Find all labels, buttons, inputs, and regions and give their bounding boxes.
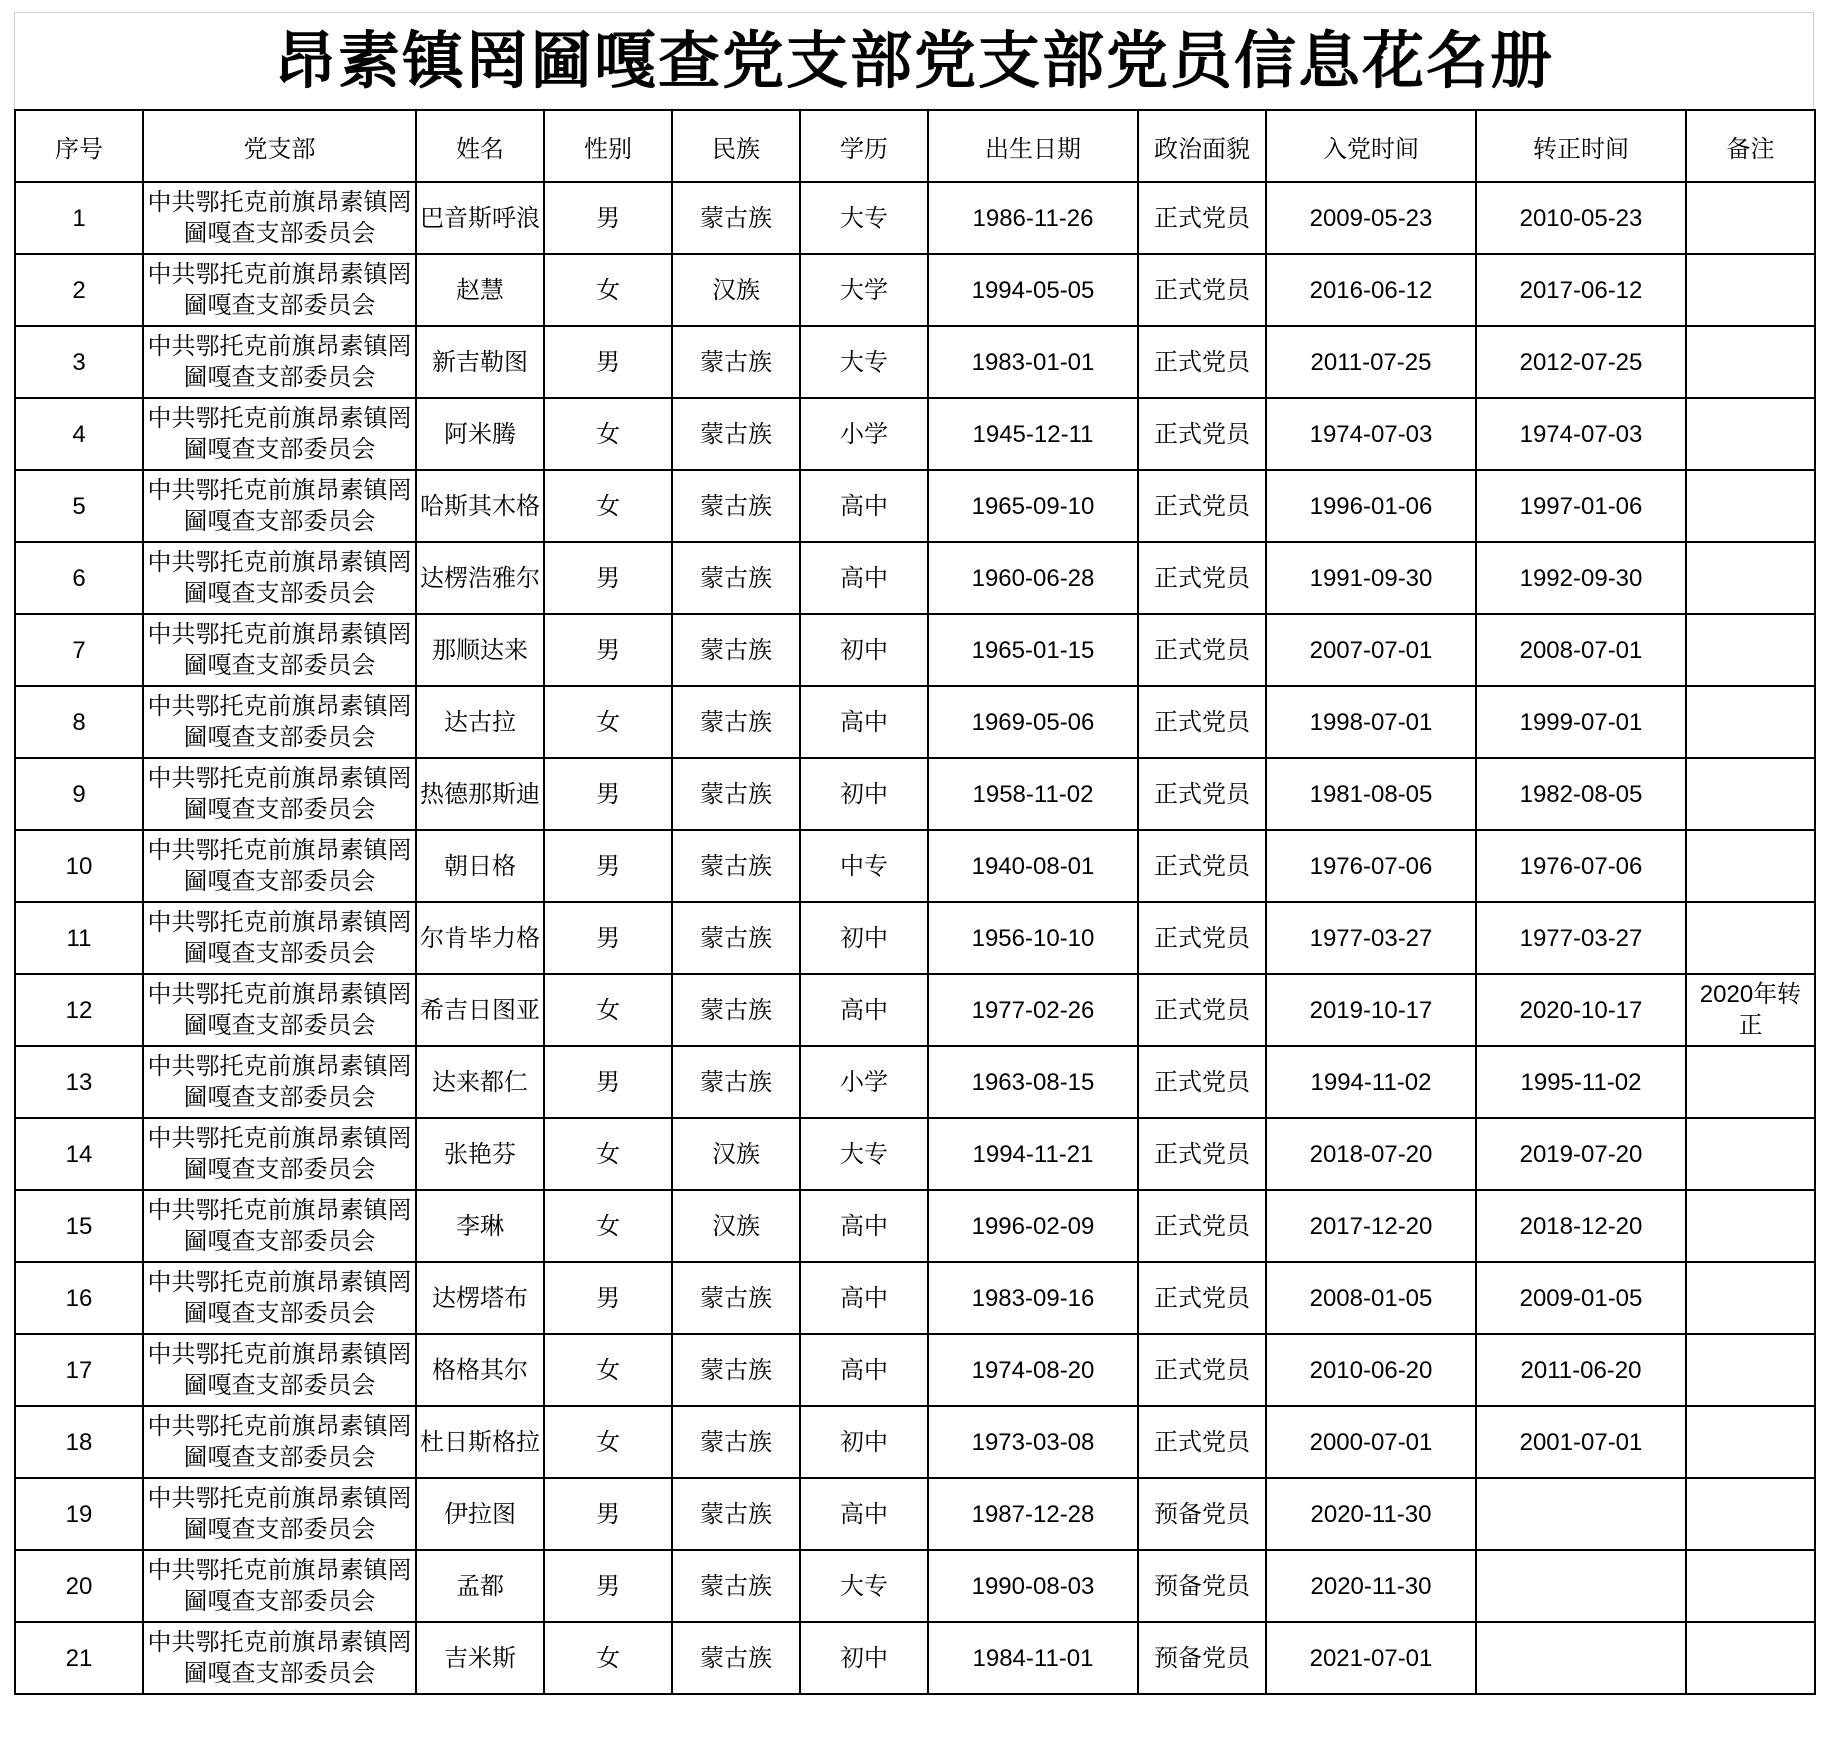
- cell-gender: 男: [544, 542, 672, 614]
- cell-ethnicity: 蒙古族: [672, 1334, 800, 1406]
- cell-name: 达楞塔布: [416, 1262, 544, 1334]
- cell-note: [1686, 1190, 1815, 1262]
- cell-note: [1686, 1334, 1815, 1406]
- cell-note: [1686, 1478, 1815, 1550]
- header-cell-ethnicity: 民族: [672, 110, 800, 182]
- cell-gender: 男: [544, 1478, 672, 1550]
- cell-no: 8: [15, 686, 143, 758]
- cell-ethnicity: 蒙古族: [672, 1406, 800, 1478]
- cell-ethnicity: 蒙古族: [672, 470, 800, 542]
- cell-join-date: 2011-07-25: [1266, 326, 1476, 398]
- cell-join-date: 2018-07-20: [1266, 1118, 1476, 1190]
- cell-branch: 中共鄂托克前旗昂素镇罔圙嘎查支部委员会: [143, 326, 416, 398]
- cell-no: 15: [15, 1190, 143, 1262]
- cell-education: 高中: [800, 974, 928, 1046]
- cell-education: 初中: [800, 902, 928, 974]
- cell-confirm-date: 2010-05-23: [1476, 182, 1686, 254]
- cell-ethnicity: 蒙古族: [672, 1478, 800, 1550]
- cell-confirm-date: 1976-07-06: [1476, 830, 1686, 902]
- cell-political-status: 正式党员: [1138, 1118, 1266, 1190]
- cell-confirm-date: 2020-10-17: [1476, 974, 1686, 1046]
- cell-note: [1686, 182, 1815, 254]
- table-row: [15, 686, 1815, 758]
- cell-confirm-date: 1982-08-05: [1476, 758, 1686, 830]
- cell-education: 高中: [800, 686, 928, 758]
- cell-ethnicity: 蒙古族: [672, 1550, 800, 1622]
- cell-no: 16: [15, 1262, 143, 1334]
- cell-gender: 女: [544, 974, 672, 1046]
- cell-ethnicity: 蒙古族: [672, 542, 800, 614]
- header-cell-no: 序号: [15, 110, 143, 182]
- cell-name: 格格其尔: [416, 1334, 544, 1406]
- cell-confirm-date: 1995-11-02: [1476, 1046, 1686, 1118]
- cell-note: [1686, 470, 1815, 542]
- cell-political-status: 正式党员: [1138, 686, 1266, 758]
- cell-note: [1686, 542, 1815, 614]
- cell-birth-date: 1956-10-10: [928, 902, 1138, 974]
- cell-education: 高中: [800, 1262, 928, 1334]
- cell-birth-date: 1986-11-26: [928, 182, 1138, 254]
- cell-gender: 女: [544, 1622, 672, 1694]
- table-row: [15, 902, 1815, 974]
- cell-note: [1686, 254, 1815, 326]
- cell-join-date: 2019-10-17: [1266, 974, 1476, 1046]
- cell-branch: 中共鄂托克前旗昂素镇罔圙嘎查支部委员会: [143, 1334, 416, 1406]
- cell-branch: 中共鄂托克前旗昂素镇罔圙嘎查支部委员会: [143, 1478, 416, 1550]
- cell-gender: 男: [544, 902, 672, 974]
- cell-education: 初中: [800, 1622, 928, 1694]
- cell-branch: 中共鄂托克前旗昂素镇罔圙嘎查支部委员会: [143, 470, 416, 542]
- cell-ethnicity: 汉族: [672, 1118, 800, 1190]
- cell-birth-date: 1945-12-11: [928, 398, 1138, 470]
- cell-join-date: 2008-01-05: [1266, 1262, 1476, 1334]
- cell-gender: 女: [544, 254, 672, 326]
- cell-no: 11: [15, 902, 143, 974]
- cell-birth-date: 1965-09-10: [928, 470, 1138, 542]
- cell-note: [1686, 1622, 1815, 1694]
- cell-political-status: 正式党员: [1138, 542, 1266, 614]
- cell-confirm-date: 2012-07-25: [1476, 326, 1686, 398]
- cell-education: 大专: [800, 326, 928, 398]
- cell-education: 小学: [800, 1046, 928, 1118]
- cell-education: 高中: [800, 1334, 928, 1406]
- cell-gender: 女: [544, 1334, 672, 1406]
- cell-political-status: 预备党员: [1138, 1550, 1266, 1622]
- cell-ethnicity: 汉族: [672, 1190, 800, 1262]
- cell-confirm-date: [1476, 1478, 1686, 1550]
- cell-branch: 中共鄂托克前旗昂素镇罔圙嘎查支部委员会: [143, 830, 416, 902]
- cell-no: 1: [15, 182, 143, 254]
- table-row: [15, 254, 1815, 326]
- table-row: [15, 614, 1815, 686]
- cell-no: 13: [15, 1046, 143, 1118]
- cell-no: 18: [15, 1406, 143, 1478]
- cell-education: 大专: [800, 1118, 928, 1190]
- cell-name: 希吉日图亚: [416, 974, 544, 1046]
- cell-confirm-date: 2018-12-20: [1476, 1190, 1686, 1262]
- cell-name: 吉米斯: [416, 1622, 544, 1694]
- cell-note: 2020年转正: [1686, 974, 1815, 1046]
- header-cell-status: 政治面貌: [1138, 110, 1266, 182]
- cell-political-status: 正式党员: [1138, 182, 1266, 254]
- cell-branch: 中共鄂托克前旗昂素镇罔圙嘎查支部委员会: [143, 182, 416, 254]
- cell-join-date: 1998-07-01: [1266, 686, 1476, 758]
- cell-name: 热德那斯迪: [416, 758, 544, 830]
- cell-confirm-date: 1977-03-27: [1476, 902, 1686, 974]
- cell-join-date: 1981-08-05: [1266, 758, 1476, 830]
- cell-name: 李琳: [416, 1190, 544, 1262]
- header-cell-gender: 性别: [544, 110, 672, 182]
- cell-education: 高中: [800, 470, 928, 542]
- cell-gender: 女: [544, 398, 672, 470]
- cell-branch: 中共鄂托克前旗昂素镇罔圙嘎查支部委员会: [143, 686, 416, 758]
- cell-birth-date: 1973-03-08: [928, 1406, 1138, 1478]
- cell-political-status: 预备党员: [1138, 1478, 1266, 1550]
- cell-join-date: 2021-07-01: [1266, 1622, 1476, 1694]
- cell-birth-date: 1974-08-20: [928, 1334, 1138, 1406]
- cell-confirm-date: 2001-07-01: [1476, 1406, 1686, 1478]
- cell-branch: 中共鄂托克前旗昂素镇罔圙嘎查支部委员会: [143, 1550, 416, 1622]
- roster-body: [15, 182, 1815, 1694]
- cell-gender: 男: [544, 1550, 672, 1622]
- cell-gender: 女: [544, 470, 672, 542]
- cell-note: [1686, 398, 1815, 470]
- cell-ethnicity: 蒙古族: [672, 830, 800, 902]
- cell-gender: 女: [544, 1190, 672, 1262]
- cell-name: 新吉勒图: [416, 326, 544, 398]
- cell-ethnicity: 蒙古族: [672, 182, 800, 254]
- cell-name: 朝日格: [416, 830, 544, 902]
- cell-branch: 中共鄂托克前旗昂素镇罔圙嘎查支部委员会: [143, 1622, 416, 1694]
- table-row: [15, 1262, 1815, 1334]
- cell-birth-date: 1996-02-09: [928, 1190, 1138, 1262]
- cell-birth-date: 1987-12-28: [928, 1478, 1138, 1550]
- cell-gender: 男: [544, 326, 672, 398]
- cell-join-date: 2009-05-23: [1266, 182, 1476, 254]
- cell-education: 高中: [800, 1190, 928, 1262]
- cell-political-status: 正式党员: [1138, 326, 1266, 398]
- cell-gender: 女: [544, 1406, 672, 1478]
- cell-confirm-date: 2019-07-20: [1476, 1118, 1686, 1190]
- cell-ethnicity: 蒙古族: [672, 398, 800, 470]
- cell-education: 大学: [800, 254, 928, 326]
- header-cell-branch: 党支部: [143, 110, 416, 182]
- header-cell-confirmed: 转正时间: [1476, 110, 1686, 182]
- cell-political-status: 正式党员: [1138, 974, 1266, 1046]
- cell-branch: 中共鄂托克前旗昂素镇罔圙嘎查支部委员会: [143, 1262, 416, 1334]
- cell-confirm-date: 1999-07-01: [1476, 686, 1686, 758]
- cell-confirm-date: 2017-06-12: [1476, 254, 1686, 326]
- cell-education: 高中: [800, 1478, 928, 1550]
- cell-political-status: 正式党员: [1138, 902, 1266, 974]
- cell-confirm-date: [1476, 1550, 1686, 1622]
- cell-gender: 男: [544, 830, 672, 902]
- cell-birth-date: 1969-05-06: [928, 686, 1138, 758]
- cell-gender: 男: [544, 1262, 672, 1334]
- cell-join-date: 2020-11-30: [1266, 1478, 1476, 1550]
- cell-no: 20: [15, 1550, 143, 1622]
- table-row: [15, 1406, 1815, 1478]
- table-row: [15, 182, 1815, 254]
- cell-no: 21: [15, 1622, 143, 1694]
- cell-note: [1686, 326, 1815, 398]
- cell-ethnicity: 蒙古族: [672, 1262, 800, 1334]
- table-row: [15, 398, 1815, 470]
- cell-gender: 男: [544, 614, 672, 686]
- cell-note: [1686, 830, 1815, 902]
- member-roster-table: [14, 109, 1816, 1695]
- cell-education: 高中: [800, 542, 928, 614]
- cell-name: 哈斯其木格: [416, 470, 544, 542]
- cell-birth-date: 1940-08-01: [928, 830, 1138, 902]
- cell-join-date: 1994-11-02: [1266, 1046, 1476, 1118]
- cell-birth-date: 1963-08-15: [928, 1046, 1138, 1118]
- cell-confirm-date: 2009-01-05: [1476, 1262, 1686, 1334]
- cell-no: 3: [15, 326, 143, 398]
- cell-note: [1686, 902, 1815, 974]
- header-cell-name: 姓名: [416, 110, 544, 182]
- cell-birth-date: 1984-11-01: [928, 1622, 1138, 1694]
- roster-sheet: [14, 12, 1814, 1695]
- cell-name: 阿米腾: [416, 398, 544, 470]
- cell-political-status: 正式党员: [1138, 398, 1266, 470]
- header-cell-note: 备注: [1686, 110, 1815, 182]
- cell-birth-date: 1960-06-28: [928, 542, 1138, 614]
- cell-education: 初中: [800, 1406, 928, 1478]
- cell-gender: 女: [544, 686, 672, 758]
- table-row: [15, 542, 1815, 614]
- cell-ethnicity: 蒙古族: [672, 1622, 800, 1694]
- cell-education: 中专: [800, 830, 928, 902]
- cell-gender: 男: [544, 758, 672, 830]
- cell-ethnicity: 蒙古族: [672, 326, 800, 398]
- cell-no: 14: [15, 1118, 143, 1190]
- cell-political-status: 正式党员: [1138, 1046, 1266, 1118]
- cell-confirm-date: 1974-07-03: [1476, 398, 1686, 470]
- cell-no: 19: [15, 1478, 143, 1550]
- cell-confirm-date: 1992-09-30: [1476, 542, 1686, 614]
- page-title: 昂素镇罔圙嘎查党支部党支部党员信息花名册: [273, 24, 1554, 97]
- table-row: [15, 1550, 1815, 1622]
- cell-birth-date: 1958-11-02: [928, 758, 1138, 830]
- cell-note: [1686, 686, 1815, 758]
- table-row: [15, 974, 1815, 1046]
- cell-birth-date: 1977-02-26: [928, 974, 1138, 1046]
- cell-join-date: 2017-12-20: [1266, 1190, 1476, 1262]
- cell-political-status: 正式党员: [1138, 470, 1266, 542]
- cell-education: 大专: [800, 182, 928, 254]
- cell-name: 赵慧: [416, 254, 544, 326]
- cell-join-date: 1991-09-30: [1266, 542, 1476, 614]
- header-row: [15, 110, 1815, 182]
- cell-birth-date: 1965-01-15: [928, 614, 1138, 686]
- cell-no: 2: [15, 254, 143, 326]
- cell-name: 张艳芬: [416, 1118, 544, 1190]
- cell-join-date: 2016-06-12: [1266, 254, 1476, 326]
- cell-political-status: 正式党员: [1138, 1406, 1266, 1478]
- cell-education: 初中: [800, 758, 928, 830]
- cell-confirm-date: 2011-06-20: [1476, 1334, 1686, 1406]
- cell-gender: 女: [544, 1118, 672, 1190]
- cell-join-date: 1974-07-03: [1266, 398, 1476, 470]
- cell-join-date: 1977-03-27: [1266, 902, 1476, 974]
- cell-political-status: 正式党员: [1138, 1334, 1266, 1406]
- cell-political-status: 预备党员: [1138, 1622, 1266, 1694]
- cell-join-date: 2010-06-20: [1266, 1334, 1476, 1406]
- cell-branch: 中共鄂托克前旗昂素镇罔圙嘎查支部委员会: [143, 254, 416, 326]
- cell-name: 那顺达来: [416, 614, 544, 686]
- cell-no: 5: [15, 470, 143, 542]
- cell-confirm-date: 2008-07-01: [1476, 614, 1686, 686]
- cell-branch: 中共鄂托克前旗昂素镇罔圙嘎查支部委员会: [143, 974, 416, 1046]
- table-row: [15, 1046, 1815, 1118]
- cell-name: 尔肯毕力格: [416, 902, 544, 974]
- cell-political-status: 正式党员: [1138, 614, 1266, 686]
- header-cell-education: 学历: [800, 110, 928, 182]
- cell-gender: 男: [544, 182, 672, 254]
- cell-ethnicity: 蒙古族: [672, 758, 800, 830]
- cell-education: 初中: [800, 614, 928, 686]
- cell-name: 杜日斯格拉: [416, 1406, 544, 1478]
- cell-note: [1686, 1550, 1815, 1622]
- cell-branch: 中共鄂托克前旗昂素镇罔圙嘎查支部委员会: [143, 1046, 416, 1118]
- cell-branch: 中共鄂托克前旗昂素镇罔圙嘎查支部委员会: [143, 902, 416, 974]
- cell-gender: 男: [544, 1046, 672, 1118]
- cell-education: 大专: [800, 1550, 928, 1622]
- table-row: [15, 1190, 1815, 1262]
- cell-branch: 中共鄂托克前旗昂素镇罔圙嘎查支部委员会: [143, 398, 416, 470]
- header-cell-birth: 出生日期: [928, 110, 1138, 182]
- cell-branch: 中共鄂托克前旗昂素镇罔圙嘎查支部委员会: [143, 1190, 416, 1262]
- cell-join-date: 2007-07-01: [1266, 614, 1476, 686]
- table-row: [15, 1478, 1815, 1550]
- cell-no: 9: [15, 758, 143, 830]
- cell-join-date: 1996-01-06: [1266, 470, 1476, 542]
- cell-name: 巴音斯呼浪: [416, 182, 544, 254]
- cell-join-date: 2000-07-01: [1266, 1406, 1476, 1478]
- cell-branch: 中共鄂托克前旗昂素镇罔圙嘎查支部委员会: [143, 614, 416, 686]
- cell-birth-date: 1994-11-21: [928, 1118, 1138, 1190]
- cell-political-status: 正式党员: [1138, 254, 1266, 326]
- cell-birth-date: 1994-05-05: [928, 254, 1138, 326]
- cell-no: 17: [15, 1334, 143, 1406]
- table-row: [15, 1622, 1815, 1694]
- cell-note: [1686, 1046, 1815, 1118]
- cell-note: [1686, 614, 1815, 686]
- cell-birth-date: 1983-09-16: [928, 1262, 1138, 1334]
- cell-political-status: 正式党员: [1138, 830, 1266, 902]
- cell-education: 小学: [800, 398, 928, 470]
- cell-ethnicity: 蒙古族: [672, 902, 800, 974]
- cell-name: 达楞浩雅尔: [416, 542, 544, 614]
- header-cell-joined: 入党时间: [1266, 110, 1476, 182]
- cell-join-date: 1976-07-06: [1266, 830, 1476, 902]
- cell-no: 4: [15, 398, 143, 470]
- table-row: [15, 326, 1815, 398]
- cell-ethnicity: 汉族: [672, 254, 800, 326]
- cell-branch: 中共鄂托克前旗昂素镇罔圙嘎查支部委员会: [143, 758, 416, 830]
- table-row: [15, 758, 1815, 830]
- cell-branch: 中共鄂托克前旗昂素镇罔圙嘎查支部委员会: [143, 542, 416, 614]
- table-row: [15, 1334, 1815, 1406]
- cell-ethnicity: 蒙古族: [672, 614, 800, 686]
- cell-note: [1686, 1118, 1815, 1190]
- table-row: [15, 1118, 1815, 1190]
- table-row: [15, 470, 1815, 542]
- cell-name: 达古拉: [416, 686, 544, 758]
- cell-note: [1686, 1262, 1815, 1334]
- cell-name: 达来都仁: [416, 1046, 544, 1118]
- cell-birth-date: 1990-08-03: [928, 1550, 1138, 1622]
- cell-ethnicity: 蒙古族: [672, 686, 800, 758]
- cell-ethnicity: 蒙古族: [672, 1046, 800, 1118]
- cell-name: 伊拉图: [416, 1478, 544, 1550]
- cell-join-date: 2020-11-30: [1266, 1550, 1476, 1622]
- cell-name: 孟都: [416, 1550, 544, 1622]
- cell-branch: 中共鄂托克前旗昂素镇罔圙嘎查支部委员会: [143, 1118, 416, 1190]
- cell-branch: 中共鄂托克前旗昂素镇罔圙嘎查支部委员会: [143, 1406, 416, 1478]
- cell-birth-date: 1983-01-01: [928, 326, 1138, 398]
- cell-no: 10: [15, 830, 143, 902]
- cell-note: [1686, 1406, 1815, 1478]
- cell-political-status: 正式党员: [1138, 1262, 1266, 1334]
- cell-confirm-date: [1476, 1622, 1686, 1694]
- cell-confirm-date: 1997-01-06: [1476, 470, 1686, 542]
- cell-no: 12: [15, 974, 143, 1046]
- table-row: [15, 830, 1815, 902]
- cell-political-status: 正式党员: [1138, 1190, 1266, 1262]
- cell-ethnicity: 蒙古族: [672, 974, 800, 1046]
- title-bar: [14, 12, 1814, 109]
- cell-no: 6: [15, 542, 143, 614]
- cell-political-status: 正式党员: [1138, 758, 1266, 830]
- cell-note: [1686, 758, 1815, 830]
- cell-no: 7: [15, 614, 143, 686]
